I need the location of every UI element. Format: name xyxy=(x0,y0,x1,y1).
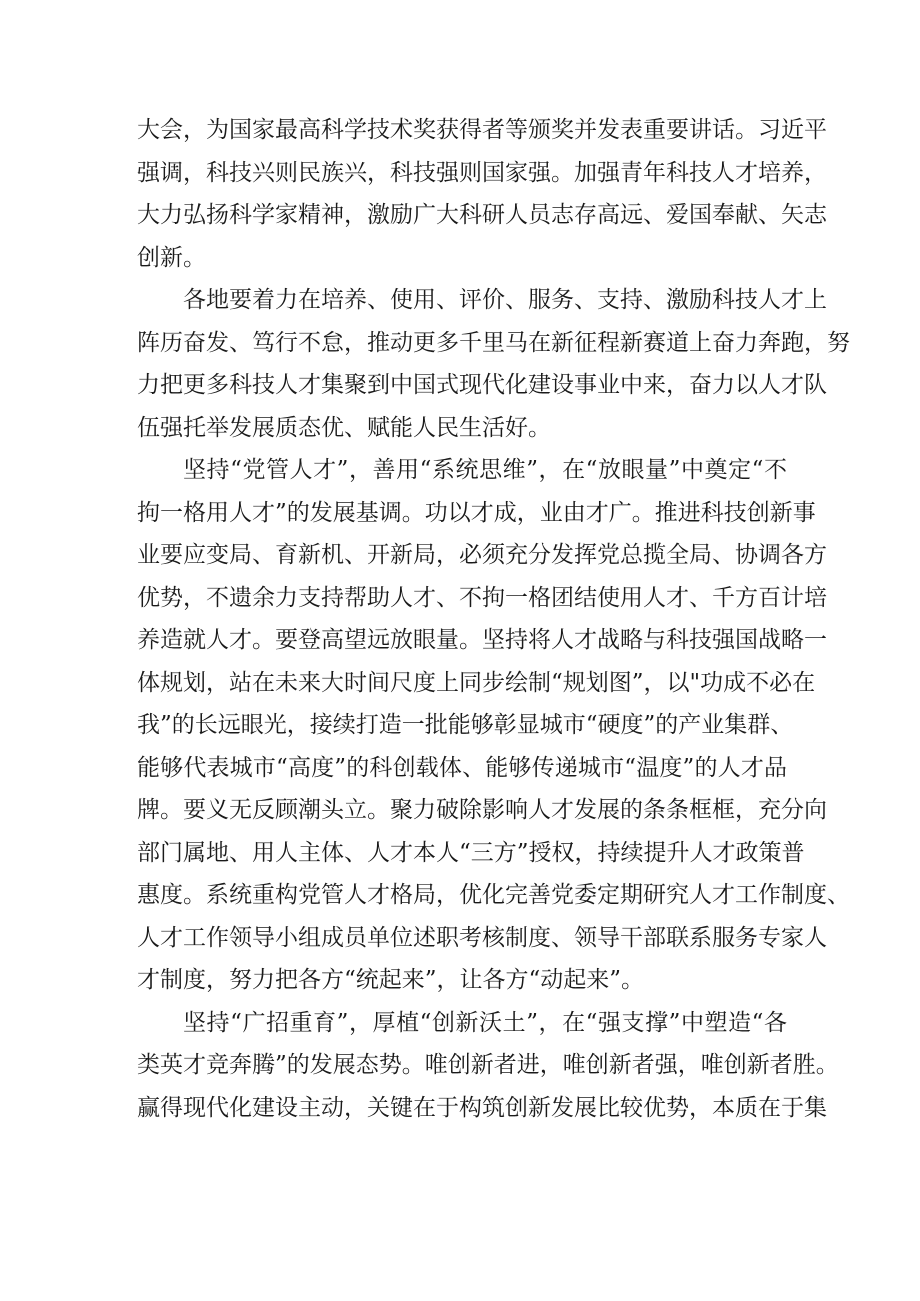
paragraph xyxy=(137,1002,839,1130)
text-line: 我”的长远眼光，接续打造一批能够彰显城市“硬度”的产业集群、 xyxy=(137,712,794,738)
text-line: 部门属地、用人主体、人才本人“三方”授权，持续提升人才政策普 xyxy=(137,839,805,866)
text-line: 能够代表城市“高度”的科创载体、能够传递城市“温度”的人才品 xyxy=(137,754,787,781)
document-body xyxy=(137,109,850,1129)
paragraph xyxy=(137,449,850,1002)
text-line: 赢得现代化建设主动，关键在于构筑创新发展比较优势，本质在于集 xyxy=(137,1094,827,1121)
text-line: 大力弘扬科学家精神，激励广大科研人员志存高远、爱国奉献、矢志 xyxy=(137,202,827,228)
text-line: 力把更多科技人才集聚到中国式现代化建设事业中来，奋力以人才队 xyxy=(137,372,827,398)
text-line: 各地要着力在培养、使用、评价、服务、支持、激励科技人才上 xyxy=(183,287,827,313)
paragraph xyxy=(137,109,827,279)
text-line: 才制度，努力把各方“统起来”，让各方“动起来”。 xyxy=(137,967,645,993)
text-line: 牌。要义无反顾潮头立。聚力破除影响人才发展的条条框框，充分向 xyxy=(137,797,827,823)
text-line: 强调，科技兴则民族兴，科技强则国家强。加强青年科技人才培养， xyxy=(137,159,827,186)
text-line: 业要应变局、育新机、开新局，必须充分发挥党总揽全局、协调各方 xyxy=(137,542,827,568)
text-line: 类英才竞奔腾”的发展态势。唯创新者进，唯创新者强，唯创新者胜。 xyxy=(137,1052,839,1078)
text-line: 坚持“党管人才”，善用“系统思维”，在“放眼量”中奠定“不 xyxy=(183,457,787,483)
paragraph xyxy=(137,279,850,449)
text-line: 阵历奋发、笃行不怠，推动更多千里马在新征程新赛道上奋力奔跑，努 xyxy=(137,329,850,356)
text-line: 体规划，站在未来大时间尺度上同步绘制“规划图”，以"功成不必在 xyxy=(137,669,816,696)
text-line: 大会，为国家最高科学技术奖获得者等颁奖并发表重要讲话。习近平 xyxy=(137,117,827,143)
text-line: 伍强托举发展质态优、赋能人民生活好。 xyxy=(137,414,551,441)
text-line: 人才工作领导小组成员单位述职考核制度、领导干部联系服务专家人 xyxy=(137,924,827,951)
text-line: 创新。 xyxy=(137,244,206,271)
text-line: 优势，不遗余力支持帮助人才、不拘一格团结使用人才、千方百计培 xyxy=(137,584,827,611)
text-line: 拘一格用人才”的发展基调。功以才成，业由才广。推进科技创新事 xyxy=(137,499,816,526)
text-line: 养造就人才。要登高望远放眼量。坚持将人才战略与科技强国战略一 xyxy=(137,627,827,653)
text-line: 坚持“广招重育”，厚植“创新沃土”，在“强支撑”中塑造“各 xyxy=(183,1009,787,1036)
text-line: 惠度。系统重构党管人才格局，优化完善党委定期研究人才工作制度、 xyxy=(137,882,850,908)
